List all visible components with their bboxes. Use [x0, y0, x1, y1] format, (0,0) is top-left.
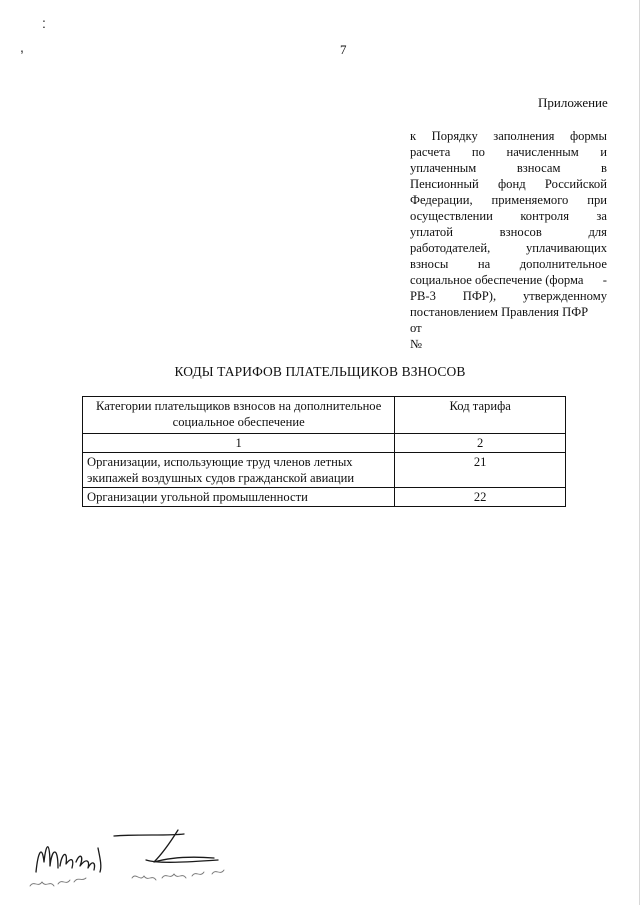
appendix-reference-word: -	[602, 273, 607, 287]
appendix-reference-word: формы	[569, 129, 607, 143]
appendix-reference-word: за	[596, 209, 607, 223]
scan-mark-comma: ,	[20, 39, 24, 55]
row-category: Организации угольной промышленности	[83, 488, 395, 507]
appendix-reference-line	[410, 240, 607, 256]
header-code: Код тарифа	[395, 397, 566, 434]
appendix-reference-line	[410, 224, 607, 240]
appendix-reference-line	[410, 160, 607, 176]
appendix-reference-word: уплатой	[410, 225, 453, 239]
appendix-reference-word: Федерации,	[410, 193, 473, 207]
appendix-reference-line	[410, 288, 607, 304]
header-category: Категории плательщиков взносов на дополнительное социальное обеспечение	[83, 397, 395, 434]
appendix-reference-word: социальное обеспечение (форма	[410, 273, 584, 287]
appendix-reference-word: на	[477, 257, 491, 271]
appendix-reference-word: применяемого	[491, 193, 569, 207]
appendix-reference-word: и	[600, 145, 607, 159]
row-code: 22	[395, 488, 566, 507]
appendix-reference-line	[410, 192, 607, 208]
row-category: Организации, использующие труд членов летных экипажей воздушных судов гражданской авиации	[83, 453, 395, 488]
appendix-reference-word: для	[588, 225, 607, 239]
appendix-reference-word: Российской	[544, 177, 607, 191]
appendix-reference-line	[410, 256, 607, 272]
appendix-reference-word: осуществлении	[410, 209, 493, 223]
appendix-reference-line	[410, 304, 607, 320]
handwritten-signature	[28, 822, 268, 892]
appendix-reference-word: взносов	[499, 225, 542, 239]
appendix-reference-word: контроля	[520, 209, 569, 223]
appendix-reference-word: утвержденному	[522, 289, 607, 303]
appendix-reference-word: дополнительное	[519, 257, 607, 271]
table-title: КОДЫ ТАРИФОВ ПЛАТЕЛЬЩИКОВ ВЗНОСОВ	[174, 364, 466, 379]
appendix-reference-line	[410, 128, 607, 144]
appendix-reference-word: в	[601, 161, 607, 175]
table-header-row	[83, 397, 566, 434]
appendix-reference-word: взносы	[410, 257, 449, 271]
appendix-reference	[410, 128, 607, 352]
appendix-reference-word: от	[410, 321, 422, 335]
table-row	[83, 488, 566, 507]
appendix-reference-line	[410, 272, 607, 288]
appendix-reference-word: заполнения	[493, 129, 555, 143]
appendix-reference-word: расчета	[410, 145, 451, 159]
appendix-reference-word: к	[410, 129, 417, 143]
column-number-1: 1	[83, 434, 395, 453]
appendix-reference-word: уплачивающих	[526, 241, 607, 255]
appendix-reference-line	[410, 176, 607, 192]
column-number-2: 2	[395, 434, 566, 453]
appendix-reference-word: фонд	[498, 177, 526, 191]
appendix-reference-word: при	[587, 193, 607, 207]
appendix-reference-line	[410, 144, 607, 160]
row-code: 21	[395, 453, 566, 488]
appendix-reference-word: ПФР),	[462, 289, 497, 303]
tariff-codes-table	[82, 396, 566, 507]
appendix-reference-word: по	[471, 145, 485, 159]
appendix-reference-line	[410, 208, 607, 224]
appendix-reference-word: начисленным	[506, 145, 579, 159]
appendix-reference-line	[410, 336, 607, 352]
column-number-row	[83, 434, 566, 453]
appendix-reference-word: работодателей,	[410, 241, 491, 255]
scan-mark-colon: :	[42, 15, 46, 31]
appendix-reference-word: №	[410, 337, 423, 351]
table-row	[83, 453, 566, 488]
appendix-reference-line	[410, 320, 607, 336]
appendix-reference-word: постановлением Правления ПФР	[410, 305, 589, 319]
appendix-reference-word: взносам	[516, 161, 561, 175]
appendix-reference-word: Пенсионный	[410, 177, 479, 191]
appendix-reference-word: РВ-3	[410, 289, 436, 303]
appendix-reference-word: Порядку	[431, 129, 478, 143]
appendix-reference-word: уплаченным	[410, 161, 477, 175]
appendix-heading: Приложение	[538, 95, 608, 110]
page-number: 7	[340, 42, 347, 57]
